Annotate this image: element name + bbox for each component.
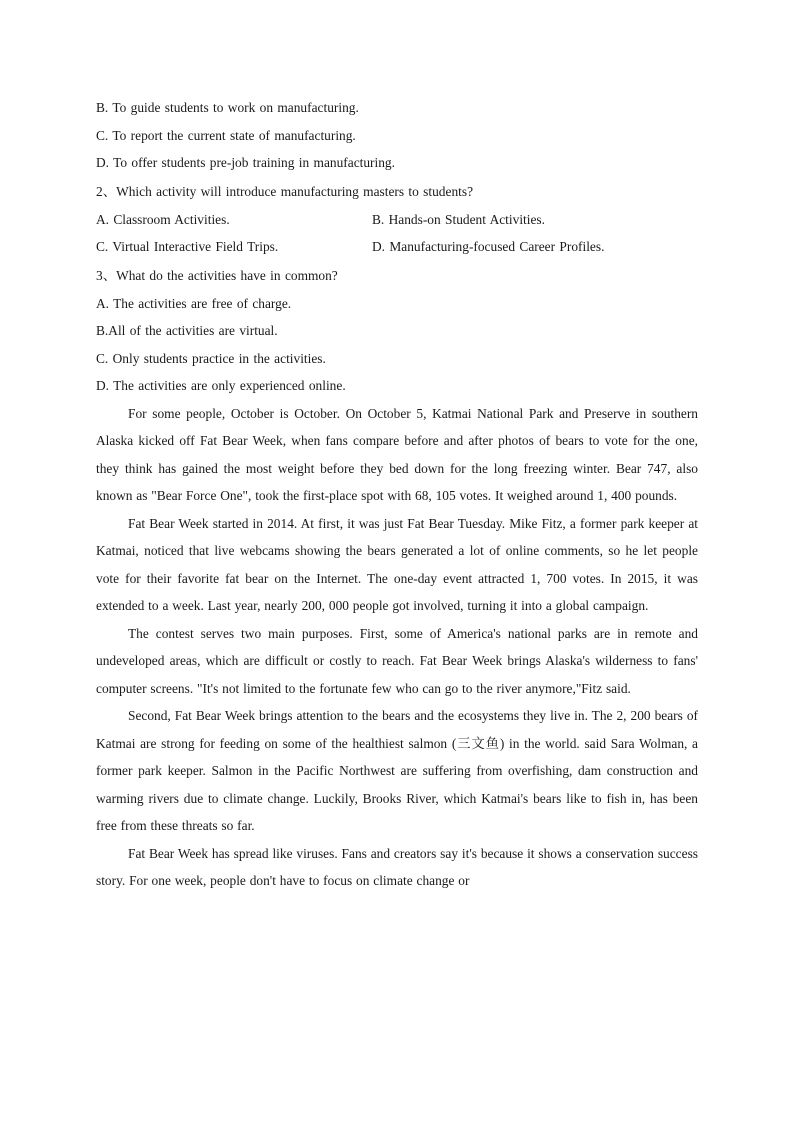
q2-option-c: C. Virtual Interactive Field Trips. xyxy=(96,239,279,254)
passage-paragraph-5: Fat Bear Week has spread like viruses. Fans and creators say it's because it shows a conservation success story. For one week, people don't have to focus on climate change or xyxy=(96,845,698,888)
q2-option-d: D. Manufacturing-focused Career Profiles. xyxy=(372,239,605,254)
q3-option-c: C. Only students practice in the activities. xyxy=(96,350,326,366)
passage-paragraph-3: The contest serves two main purposes. First, some of America's national parks are in remote and undeveloped areas, which are difficult or costly to reach. Fat Bear Week brings Alaska's wilderness to fans' computer screens. "It's not limited to the fortunate few who can go to the river anymore,"Fitz said. xyxy=(96,625,698,696)
q3-option-b: B.All of the activities are virtual. xyxy=(96,323,278,338)
passage-paragraph-4: Second, Fat Bear Week brings attention to the bears and the ecosystems they live in. The 2, 200 bears of Katmai are strong for feeding on some of the healthiest salmon (三文鱼) in the world. said Sara Wolman, a former park keeper. Salmon in the Pacific Northwest are suffering from overfishing, dam construction and warming rivers due to climate change. Luckily, Brooks River, which Katmai's bears like to fish in, has been free from these threats so far. xyxy=(96,708,698,833)
q2-question: 2、Which activity will introduce manufacturing masters to students? xyxy=(96,183,474,199)
q3-option-d: D. The activities are only experienced online. xyxy=(96,378,346,393)
q2-options-row-1 xyxy=(96,206,698,234)
q3-option-a: A. The activities are free of charge. xyxy=(96,295,292,311)
q2-option-b: B. Hands-on Student Activities. xyxy=(372,211,545,227)
q3-question: 3、What do the activities have in common? xyxy=(96,267,338,283)
q2-option-a: A. Classroom Activities. xyxy=(96,211,230,227)
document-page xyxy=(96,94,698,895)
q1-option-d: D. To offer students pre-job training in manufacturing. xyxy=(96,155,395,170)
q1-option-c: C. To report the current state of manufacturing. xyxy=(96,127,356,143)
passage-paragraph-2: Fat Bear Week started in 2014. At first, it was just Fat Bear Tuesday. Mike Fitz, a former park keeper at Katmai, noticed that live webcams showing the bears generated a lot of online comments, so he let people vote for their favorite fat bear on the Internet. The one-day event attracted 1, 700 votes. In 2015, it was extended to a week. Last year, nearly 200, 000 people got involved, turning it into a global campaign. xyxy=(96,515,698,613)
q2-options-row-2 xyxy=(96,233,698,261)
q1-option-b: B. To guide students to work on manufacturing. xyxy=(96,100,359,115)
passage-paragraph-1: For some people, October is October. On October 5, Katmai National Park and Preserve in southern Alaska kicked off Fat Bear Week, when fans compare before and after photos of bears to vote for the one, they think has gained the most weight before they bed down for the long freezing winter. Bear 747, also known as "Bear Force One", took the first-place spot with 68, 105 votes. It weighed around 1, 400 pounds. xyxy=(96,405,698,503)
